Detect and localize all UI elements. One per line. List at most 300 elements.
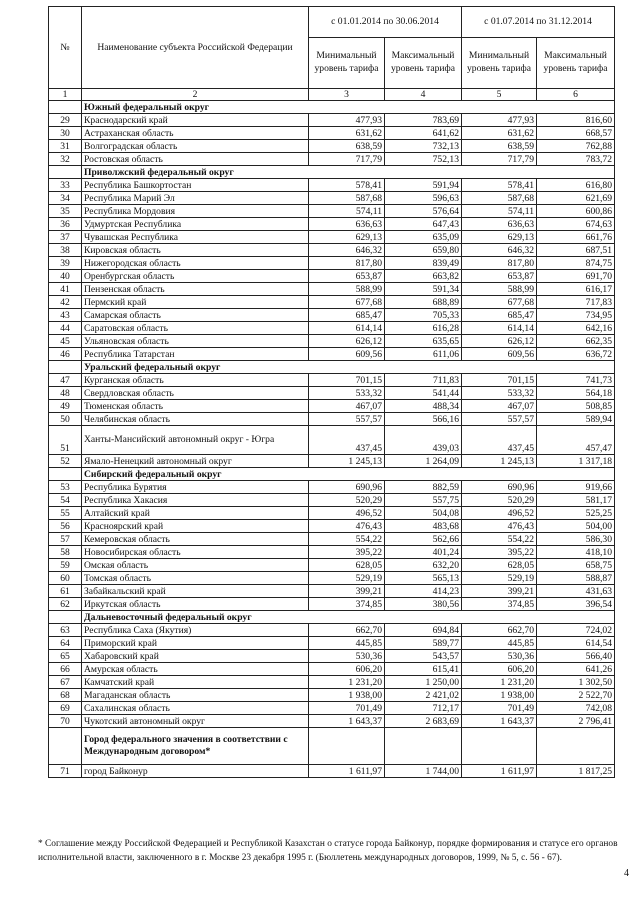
page-number: 4: [624, 868, 629, 879]
row-number: 44: [49, 322, 82, 335]
max-tariff-h1: 591,94: [385, 179, 462, 192]
min-tariff-h2: 626,12: [462, 335, 537, 348]
max-tariff-h2: 588,87: [537, 572, 615, 585]
row-number: 68: [49, 689, 82, 702]
subject-name: Республика Саха (Якутия): [82, 624, 309, 637]
max-tariff-h1: 488,34: [385, 400, 462, 413]
row-number: 51: [49, 426, 82, 455]
min-tariff-h1: 399,21: [309, 585, 385, 598]
min-tariff-h1: 445,85: [309, 637, 385, 650]
table-row: [49, 455, 615, 468]
region-number-cell: [49, 166, 82, 179]
max-tariff-h2: 734,95: [537, 309, 615, 322]
row-number: 69: [49, 702, 82, 715]
min-tariff-h1: 646,32: [309, 244, 385, 257]
min-tariff-h1: 574,11: [309, 205, 385, 218]
max-tariff-h2: 616,17: [537, 283, 615, 296]
max-tariff-h2: 874,75: [537, 257, 615, 270]
table-row: [49, 400, 615, 413]
region-number-cell: [49, 611, 82, 624]
max-tariff-h1: 2 683,69: [385, 715, 462, 728]
row-number: 46: [49, 348, 82, 361]
subject-name: Чукотский автономный округ: [82, 715, 309, 728]
table-row: [49, 244, 615, 257]
max-tariff-h1: 882,59: [385, 481, 462, 494]
table-row: [49, 702, 615, 715]
subject-name: Астраханская область: [82, 127, 309, 140]
table-row: [49, 296, 615, 309]
max-tariff-h2: 662,35: [537, 335, 615, 348]
min-tariff-h1: 587,68: [309, 192, 385, 205]
max-tariff-h1: 783,69: [385, 114, 462, 127]
table-row: [49, 546, 615, 559]
min-tariff-h1: 557,57: [309, 413, 385, 426]
index-cell: 5: [462, 89, 537, 101]
footnote: * Соглашение между Российской Федерацией и Республикой Казахстан о статусе города Байконур, порядке формирования и статусе его органов исполнительной власти, заключенного в г. Москве 23 декабря 1995 г. (Бюллетень международных договоров, 1999, № 5, с. 56 - 67).: [38, 839, 618, 863]
table-row: [49, 127, 615, 140]
index-cell: 6: [537, 89, 615, 101]
max-tariff-h2: 724,02: [537, 624, 615, 637]
max-tariff-h1: 589,77: [385, 637, 462, 650]
min-tariff-h2: 609,56: [462, 348, 537, 361]
region-name: Сибирский федеральный округ: [82, 468, 615, 481]
min-tariff-h2: 606,20: [462, 663, 537, 676]
min-tariff-h2: 629,13: [462, 231, 537, 244]
region-row: [49, 611, 615, 624]
index-cell: 1: [49, 89, 82, 101]
subject-name: Республика Хакасия: [82, 494, 309, 507]
min-tariff-h1: 638,59: [309, 140, 385, 153]
min-tariff-h2: 646,32: [462, 244, 537, 257]
subject-name: Пензенская область: [82, 283, 309, 296]
min-tariff-h1: 636,63: [309, 218, 385, 231]
min-tariff-h2: 445,85: [462, 637, 537, 650]
max-tariff-h2: 2 796,41: [537, 715, 615, 728]
max-tariff-h2: 457,47: [537, 426, 615, 455]
index-cell: 2: [82, 89, 309, 101]
min-tariff-h1: 629,13: [309, 231, 385, 244]
table-row: [49, 140, 615, 153]
min-tariff-h2: 701,49: [462, 702, 537, 715]
row-number: 66: [49, 663, 82, 676]
max-tariff-h1: 1 264,09: [385, 455, 462, 468]
header-subject-name: Наименование субъекта Российской Федерации: [82, 7, 309, 89]
region-name: Дальневосточный федеральный округ: [82, 611, 615, 624]
max-tariff-h2: 418,10: [537, 546, 615, 559]
min-tariff-h1: 529,19: [309, 572, 385, 585]
region-name: Южный федеральный округ: [82, 101, 615, 114]
row-number: 64: [49, 637, 82, 650]
min-tariff-h1: 1 611,97: [309, 765, 385, 778]
min-tariff-h1: 628,05: [309, 559, 385, 572]
min-tariff-h2: 1 245,13: [462, 455, 537, 468]
min-tariff-h1: 496,52: [309, 507, 385, 520]
min-tariff-h2: 701,15: [462, 374, 537, 387]
row-number: 30: [49, 127, 82, 140]
row-number: 32: [49, 153, 82, 166]
table-row: [49, 114, 615, 127]
max-tariff-h2: 641,26: [537, 663, 615, 676]
empty-value-cell: [537, 728, 615, 765]
row-number: 45: [49, 335, 82, 348]
min-tariff-h2: 653,87: [462, 270, 537, 283]
subject-name: Ямало-Ненецкий автономный округ: [82, 455, 309, 468]
max-tariff-h1: 711,83: [385, 374, 462, 387]
table-row: [49, 179, 615, 192]
max-tariff-h2: 691,70: [537, 270, 615, 283]
row-number: 58: [49, 546, 82, 559]
table-row: [49, 218, 615, 231]
region-row: [49, 361, 615, 374]
subject-name: Пермский край: [82, 296, 309, 309]
min-tariff-h2: 631,62: [462, 127, 537, 140]
subject-name: Челябинская область: [82, 413, 309, 426]
max-tariff-h2: 614,54: [537, 637, 615, 650]
min-tariff-h2: 477,93: [462, 114, 537, 127]
region-number-cell: [49, 361, 82, 374]
row-number: 65: [49, 650, 82, 663]
table-row: [49, 348, 615, 361]
row-number: 71: [49, 765, 82, 778]
min-tariff-h1: 1 231,20: [309, 676, 385, 689]
subject-name: Ульяновская область: [82, 335, 309, 348]
max-tariff-h1: 401,24: [385, 546, 462, 559]
min-tariff-h2: 529,19: [462, 572, 537, 585]
max-tariff-h2: 589,94: [537, 413, 615, 426]
min-tariff-h2: 374,85: [462, 598, 537, 611]
max-tariff-h2: 1 317,18: [537, 455, 615, 468]
header-max-1: Максимальный уровень тарифа: [385, 38, 462, 89]
min-tariff-h1: 588,99: [309, 283, 385, 296]
min-tariff-h2: 395,22: [462, 546, 537, 559]
min-tariff-h1: 1 643,37: [309, 715, 385, 728]
row-number: 47: [49, 374, 82, 387]
min-tariff-h1: 717,79: [309, 153, 385, 166]
min-tariff-h1: 609,56: [309, 348, 385, 361]
max-tariff-h2: 919,66: [537, 481, 615, 494]
min-tariff-h2: 530,36: [462, 650, 537, 663]
max-tariff-h2: 2 522,70: [537, 689, 615, 702]
max-tariff-h2: 642,16: [537, 322, 615, 335]
empty-value-cell: [309, 728, 385, 765]
min-tariff-h1: 467,07: [309, 400, 385, 413]
header-min-2: Минимальный уровень тарифа: [462, 38, 537, 89]
min-tariff-h2: 636,63: [462, 218, 537, 231]
min-tariff-h2: 1 938,00: [462, 689, 537, 702]
row-number: 62: [49, 598, 82, 611]
min-tariff-h1: 626,12: [309, 335, 385, 348]
row-number: 56: [49, 520, 82, 533]
region-row: [49, 101, 615, 114]
max-tariff-h2: 762,88: [537, 140, 615, 153]
subject-name: Свердловская область: [82, 387, 309, 400]
min-tariff-h1: 530,36: [309, 650, 385, 663]
min-tariff-h1: 578,41: [309, 179, 385, 192]
min-tariff-h1: 701,15: [309, 374, 385, 387]
max-tariff-h2: 742,08: [537, 702, 615, 715]
max-tariff-h1: 565,13: [385, 572, 462, 585]
subject-name: Сахалинская область: [82, 702, 309, 715]
table-row: [49, 270, 615, 283]
max-tariff-h1: 2 421,02: [385, 689, 462, 702]
region-number-cell: [49, 101, 82, 114]
row-number: 41: [49, 283, 82, 296]
min-tariff-h2: 614,14: [462, 322, 537, 335]
header-number: №: [49, 7, 82, 89]
max-tariff-h1: 641,62: [385, 127, 462, 140]
row-number: 29: [49, 114, 82, 127]
subject-name: Камчатский край: [82, 676, 309, 689]
subject-name: Приморский край: [82, 637, 309, 650]
max-tariff-h1: 414,23: [385, 585, 462, 598]
min-tariff-h2: 520,29: [462, 494, 537, 507]
row-number: 57: [49, 533, 82, 546]
row-number: 39: [49, 257, 82, 270]
row-number: 36: [49, 218, 82, 231]
min-tariff-h2: 437,45: [462, 426, 537, 455]
max-tariff-h1: 566,16: [385, 413, 462, 426]
subject-name: Курганская область: [82, 374, 309, 387]
min-tariff-h2: 467,07: [462, 400, 537, 413]
max-tariff-h1: 543,57: [385, 650, 462, 663]
max-tariff-h1: 632,20: [385, 559, 462, 572]
min-tariff-h1: 701,49: [309, 702, 385, 715]
min-tariff-h1: 677,68: [309, 296, 385, 309]
min-tariff-h2: 476,43: [462, 520, 537, 533]
min-tariff-h1: 437,45: [309, 426, 385, 455]
row-number: 40: [49, 270, 82, 283]
min-tariff-h2: 662,70: [462, 624, 537, 637]
min-tariff-h1: 554,22: [309, 533, 385, 546]
max-tariff-h1: 504,08: [385, 507, 462, 520]
max-tariff-h2: 741,73: [537, 374, 615, 387]
max-tariff-h1: 732,13: [385, 140, 462, 153]
table-row: [49, 322, 615, 335]
table-row: [49, 481, 615, 494]
max-tariff-h1: 663,82: [385, 270, 462, 283]
max-tariff-h1: 615,41: [385, 663, 462, 676]
min-tariff-h1: 1 245,13: [309, 455, 385, 468]
row-number: 35: [49, 205, 82, 218]
subject-name: Саратовская область: [82, 322, 309, 335]
max-tariff-h2: 783,72: [537, 153, 615, 166]
subject-name: Новосибирская область: [82, 546, 309, 559]
min-tariff-h2: 496,52: [462, 507, 537, 520]
min-tariff-h2: 677,68: [462, 296, 537, 309]
max-tariff-h1: 659,80: [385, 244, 462, 257]
subject-name: Нижегородская область: [82, 257, 309, 270]
min-tariff-h1: 533,32: [309, 387, 385, 400]
row-number: 33: [49, 179, 82, 192]
max-tariff-h2: 504,00: [537, 520, 615, 533]
min-tariff-h2: 717,79: [462, 153, 537, 166]
max-tariff-h1: 688,89: [385, 296, 462, 309]
subject-name: Удмуртская Республика: [82, 218, 309, 231]
max-tariff-h2: 687,51: [537, 244, 615, 257]
max-tariff-h1: 694,84: [385, 624, 462, 637]
table-row: [49, 650, 615, 663]
row-number: 48: [49, 387, 82, 400]
row-number: 70: [49, 715, 82, 728]
index-cell: 3: [309, 89, 385, 101]
min-tariff-h2: 1 643,37: [462, 715, 537, 728]
min-tariff-h2: 533,32: [462, 387, 537, 400]
max-tariff-h2: 564,18: [537, 387, 615, 400]
subject-name: Томская область: [82, 572, 309, 585]
max-tariff-h2: 717,83: [537, 296, 615, 309]
min-tariff-h2: 817,80: [462, 257, 537, 270]
table-row: [49, 283, 615, 296]
subject-name: Амурская область: [82, 663, 309, 676]
subject-name: Республика Бурятия: [82, 481, 309, 494]
table-row: [49, 637, 615, 650]
max-tariff-h1: 705,33: [385, 309, 462, 322]
max-tariff-h1: 611,06: [385, 348, 462, 361]
max-tariff-h1: 541,44: [385, 387, 462, 400]
max-tariff-h1: 380,56: [385, 598, 462, 611]
subject-name: Волгоградская область: [82, 140, 309, 153]
max-tariff-h1: 712,17: [385, 702, 462, 715]
max-tariff-h1: 635,09: [385, 231, 462, 244]
table-row: [49, 374, 615, 387]
min-tariff-h1: 614,14: [309, 322, 385, 335]
empty-value-cell: [462, 728, 537, 765]
table-row: [49, 257, 615, 270]
subject-name: Забайкальский край: [82, 585, 309, 598]
header-period-1: с 01.01.2014 по 30.06.2014: [309, 7, 462, 38]
min-tariff-h1: 1 938,00: [309, 689, 385, 702]
special-heading-row: [49, 728, 615, 765]
row-number: 59: [49, 559, 82, 572]
subject-name: Оренбургская область: [82, 270, 309, 283]
min-tariff-h1: 685,47: [309, 309, 385, 322]
subject-name: Чувашская Республика: [82, 231, 309, 244]
row-number: 53: [49, 481, 82, 494]
table-row: [49, 663, 615, 676]
table-row: [49, 494, 615, 507]
region-row: [49, 468, 615, 481]
min-tariff-h2: 638,59: [462, 140, 537, 153]
max-tariff-h2: 508,85: [537, 400, 615, 413]
max-tariff-h2: 621,69: [537, 192, 615, 205]
min-tariff-h1: 817,80: [309, 257, 385, 270]
min-tariff-h2: 587,68: [462, 192, 537, 205]
min-tariff-h2: 685,47: [462, 309, 537, 322]
min-tariff-h1: 374,85: [309, 598, 385, 611]
min-tariff-h2: 628,05: [462, 559, 537, 572]
max-tariff-h1: 557,75: [385, 494, 462, 507]
row-number: 43: [49, 309, 82, 322]
max-tariff-h2: 396,54: [537, 598, 615, 611]
subject-name: город Байконур: [82, 765, 309, 778]
max-tariff-h1: 483,68: [385, 520, 462, 533]
max-tariff-h1: 752,13: [385, 153, 462, 166]
max-tariff-h1: 576,64: [385, 205, 462, 218]
special-heading: Город федерального значения в соответствии с Международным договором*: [82, 728, 309, 765]
subject-name: Иркутская область: [82, 598, 309, 611]
min-tariff-h1: 477,93: [309, 114, 385, 127]
min-tariff-h2: 1 611,97: [462, 765, 537, 778]
row-number: 55: [49, 507, 82, 520]
table-row: [49, 765, 615, 778]
subject-name: Ханты-Мансийский автономный округ - Югра: [82, 426, 309, 455]
row-number: 52: [49, 455, 82, 468]
table-row: [49, 192, 615, 205]
min-tariff-h2: 554,22: [462, 533, 537, 546]
subject-name: Краснодарский край: [82, 114, 309, 127]
max-tariff-h2: 674,63: [537, 218, 615, 231]
subject-name: Магаданская область: [82, 689, 309, 702]
max-tariff-h2: 600,86: [537, 205, 615, 218]
max-tariff-h1: 1 250,00: [385, 676, 462, 689]
table-row: [49, 715, 615, 728]
header-max-2: Максимальный уровень тарифа: [537, 38, 615, 89]
max-tariff-h1: 1 744,00: [385, 765, 462, 778]
subject-name: Алтайский край: [82, 507, 309, 520]
table-row: [49, 205, 615, 218]
subject-name: Ростовская область: [82, 153, 309, 166]
row-number: 49: [49, 400, 82, 413]
row-number: 42: [49, 296, 82, 309]
subject-name: Кемеровская область: [82, 533, 309, 546]
header-row-periods: [49, 7, 615, 38]
region-name: Уральский федеральный округ: [82, 361, 615, 374]
min-tariff-h1: 606,20: [309, 663, 385, 676]
max-tariff-h1: 596,63: [385, 192, 462, 205]
min-tariff-h2: 578,41: [462, 179, 537, 192]
special-number-cell: [49, 728, 82, 765]
subject-name: Республика Мордовия: [82, 205, 309, 218]
max-tariff-h1: 839,49: [385, 257, 462, 270]
subject-name: Кировская область: [82, 244, 309, 257]
table-row: [49, 426, 615, 455]
min-tariff-h2: 588,99: [462, 283, 537, 296]
row-number: 54: [49, 494, 82, 507]
subject-name: Республика Башкортостан: [82, 179, 309, 192]
max-tariff-h2: 581,17: [537, 494, 615, 507]
table-row: [49, 624, 615, 637]
table-row: [49, 520, 615, 533]
max-tariff-h2: 1 302,50: [537, 676, 615, 689]
row-number: 61: [49, 585, 82, 598]
region-row: [49, 166, 615, 179]
max-tariff-h2: 816,60: [537, 114, 615, 127]
subject-name: Хабаровский край: [82, 650, 309, 663]
row-number: 67: [49, 676, 82, 689]
header-index-row: [49, 89, 615, 101]
row-number: 50: [49, 413, 82, 426]
max-tariff-h1: 635,65: [385, 335, 462, 348]
min-tariff-h1: 690,96: [309, 481, 385, 494]
max-tariff-h1: 439,03: [385, 426, 462, 455]
max-tariff-h1: 616,28: [385, 322, 462, 335]
max-tariff-h2: 586,30: [537, 533, 615, 546]
table-row: [49, 387, 615, 400]
header-period-2: с 01.07.2014 по 31.12.2014: [462, 7, 615, 38]
min-tariff-h1: 631,62: [309, 127, 385, 140]
min-tariff-h1: 476,43: [309, 520, 385, 533]
subject-name: Самарская область: [82, 309, 309, 322]
row-number: 34: [49, 192, 82, 205]
max-tariff-h2: 661,76: [537, 231, 615, 244]
max-tariff-h2: 668,57: [537, 127, 615, 140]
header-min-1: Минимальный уровень тарифа: [309, 38, 385, 89]
max-tariff-h2: 658,75: [537, 559, 615, 572]
tariff-table: [48, 6, 615, 778]
min-tariff-h1: 653,87: [309, 270, 385, 283]
max-tariff-h2: 636,72: [537, 348, 615, 361]
table-row: [49, 335, 615, 348]
